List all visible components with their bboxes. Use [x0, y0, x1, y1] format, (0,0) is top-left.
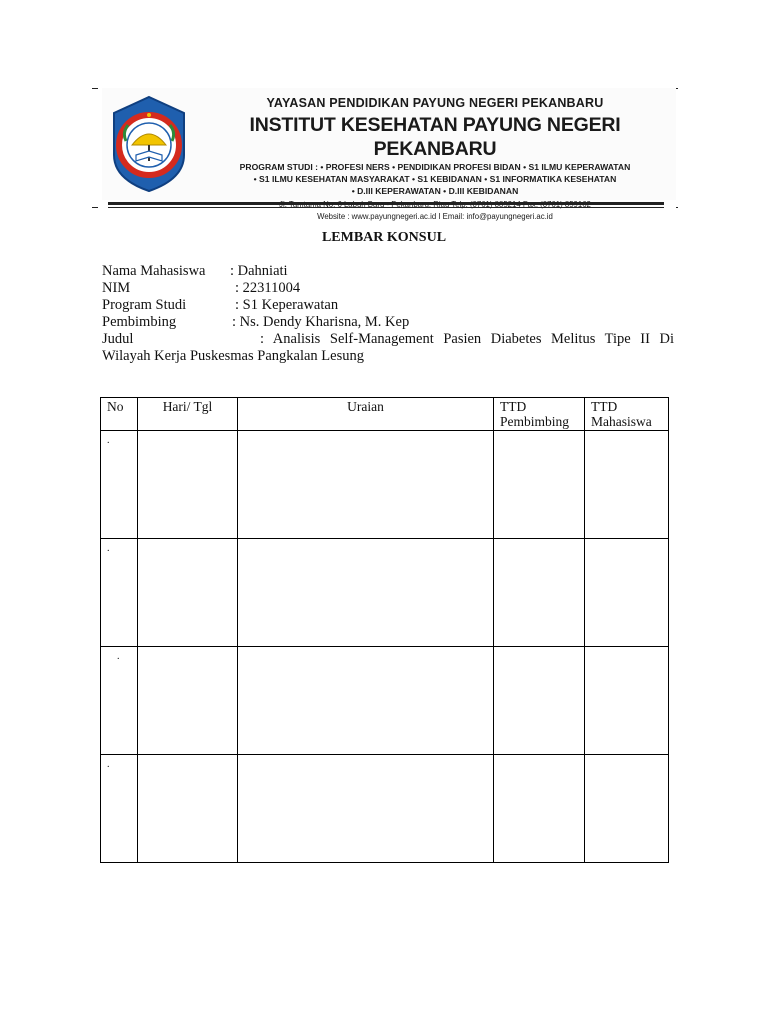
header-no: No [101, 398, 138, 431]
cell-ttd-pembimbing [494, 539, 585, 647]
row-number: . [107, 543, 110, 554]
judul-value-line-2: Wilayah Kerja Puskesmas Pangkalan Lesung [102, 348, 364, 364]
cell-hari-tgl [138, 647, 238, 755]
header-ttd-mahasiswa-line-2: Mahasiswa [591, 414, 652, 429]
contact-line: Website : www.payungnegeri.ac.id I Email: info@payungnegeri.ac.id [317, 211, 553, 221]
row-number: . [107, 435, 110, 446]
cell-no [101, 539, 138, 647]
cell-uraian [238, 647, 494, 755]
judul-label: Judul [102, 331, 134, 347]
header-ttd-pembimbing-line-1: TTD [500, 399, 527, 414]
cell-hari-tgl [138, 755, 238, 863]
consultation-table [100, 397, 669, 863]
cell-uraian [238, 539, 494, 647]
info-row-pembimbing [102, 314, 674, 331]
header-hari-tgl: Hari/ Tgl [138, 398, 238, 431]
programs-line-1: PROGRAM STUDI : • PROFESI NERS • PENDIDIKAN PROFESI BIDAN • S1 ILMU KEPERAWATAN [239, 162, 631, 172]
cell-ttd-mahasiswa [585, 431, 669, 539]
prodi-label: Program Studi [102, 297, 187, 313]
prodi-value: : S1 Keperawatan [235, 297, 339, 313]
cell-no [101, 431, 138, 539]
cell-hari-tgl [138, 539, 238, 647]
table-row [101, 431, 669, 539]
table-row [101, 647, 669, 755]
table-header-row [101, 398, 669, 431]
row-number: . [107, 759, 110, 770]
cell-ttd-pembimbing [494, 647, 585, 755]
crop-mark [676, 207, 678, 208]
header-ttd-pembimbing-line-2: Pembimbing [500, 414, 570, 429]
info-row-nama [102, 263, 674, 280]
crop-mark [676, 88, 678, 89]
cell-ttd-mahasiswa [585, 647, 669, 755]
table-row [101, 539, 669, 647]
info-row-nim [102, 280, 674, 297]
pembimbing-value: : Ns. Dendy Kharisna, M. Kep [232, 314, 410, 330]
header-ttd-mahasiswa [585, 398, 669, 431]
header-ttd-mahasiswa-line-1: TTD [591, 399, 618, 414]
cell-ttd-mahasiswa [585, 539, 669, 647]
letterhead-rule-thick [108, 202, 664, 205]
info-row-prodi [102, 297, 674, 314]
programs-line-3: • D.III KEPERAWATAN • D.III KEBIDANAN [351, 186, 519, 197]
foundation-name: YAYASAN PENDIDIKAN PAYUNG NEGERI PEKANBARU [266, 96, 604, 110]
nama-label: Nama Mahasiswa [102, 263, 206, 279]
cell-uraian [238, 755, 494, 863]
cell-ttd-pembimbing [494, 431, 585, 539]
crop-mark [92, 88, 98, 89]
student-info [102, 263, 674, 365]
nama-value: : Dahniati [230, 263, 288, 279]
header-uraian: Uraian [238, 398, 494, 431]
cell-no [101, 647, 138, 755]
institute-logo-icon [110, 95, 188, 193]
judul-value-line-1 [260, 331, 674, 348]
cell-no [101, 755, 138, 863]
crop-mark [92, 207, 98, 208]
programs-line-2: • S1 ILMU KESEHATAN MASYARAKAT • S1 KEBIDANAN • S1 INFORMATIKA KESEHATAN [253, 174, 617, 185]
nim-value: : 22311004 [235, 280, 301, 296]
institute-name: INSTITUT KESEHATAN PAYUNG NEGERI PEKANBARU [249, 114, 621, 160]
document-title: LEMBAR KONSUL [321, 230, 447, 245]
header-ttd-pembimbing [494, 398, 585, 431]
judul-text-line-1: : Analisis Self-Management Pasien Diabetes Melitus Tipe II Di [260, 331, 674, 347]
cell-ttd-pembimbing [494, 755, 585, 863]
cell-uraian [238, 431, 494, 539]
letterhead-rule-thin [108, 207, 664, 208]
info-row-judul [102, 331, 674, 348]
cell-hari-tgl [138, 431, 238, 539]
pembimbing-label: Pembimbing [102, 314, 177, 330]
cell-ttd-mahasiswa [585, 755, 669, 863]
nim-label: NIM [102, 280, 131, 296]
row-number: . [117, 651, 120, 662]
table-row [101, 755, 669, 863]
